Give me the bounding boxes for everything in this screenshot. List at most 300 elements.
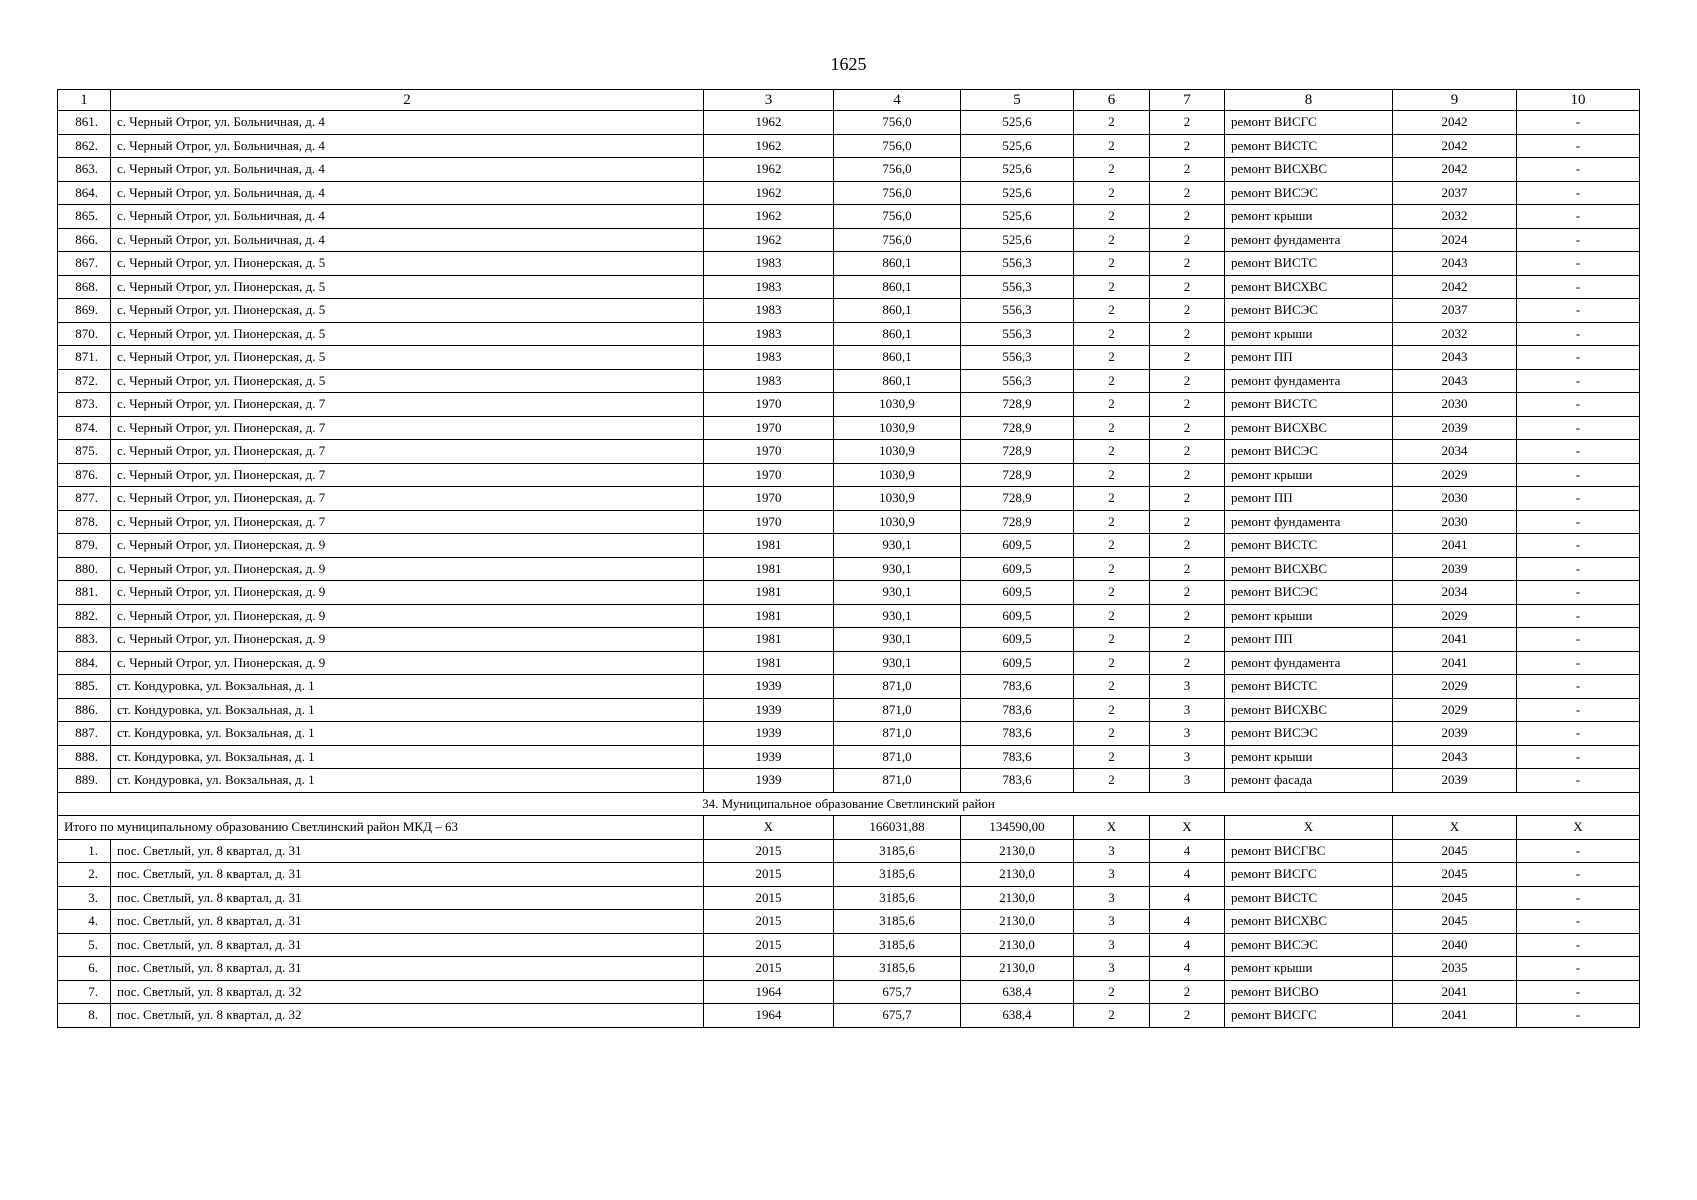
cell-row-number: 878. bbox=[58, 510, 111, 534]
total-cell: X bbox=[1074, 816, 1150, 840]
cell-year: 1970 bbox=[704, 463, 834, 487]
cell-planned-year: 2032 bbox=[1393, 205, 1517, 229]
cell-note: - bbox=[1517, 510, 1640, 534]
table-row bbox=[58, 463, 1640, 487]
cell-address: ст. Кондуровка, ул. Вокзальная, д. 1 bbox=[111, 769, 704, 793]
cell-entrances: 2 bbox=[1150, 510, 1225, 534]
cell-work-type: ремонт ВИСТС bbox=[1225, 134, 1393, 158]
cell-row-number: 3. bbox=[58, 886, 111, 910]
cell-work-type: ремонт ВИСЭС bbox=[1225, 933, 1393, 957]
cell-floors: 2 bbox=[1074, 369, 1150, 393]
cell-address: с. Черный Отрог, ул. Пионерская, д. 7 bbox=[111, 393, 704, 417]
cell-entrances: 2 bbox=[1150, 322, 1225, 346]
total-cell: X bbox=[704, 816, 834, 840]
cell-living-area: 525,6 bbox=[961, 181, 1074, 205]
cell-work-type: ремонт крыши bbox=[1225, 957, 1393, 981]
cell-living-area: 2130,0 bbox=[961, 933, 1074, 957]
cell-row-number: 2. bbox=[58, 863, 111, 887]
cell-note: - bbox=[1517, 698, 1640, 722]
table-row bbox=[58, 393, 1640, 417]
cell-planned-year: 2041 bbox=[1393, 628, 1517, 652]
cell-total-area: 860,1 bbox=[834, 252, 961, 276]
cell-note: - bbox=[1517, 181, 1640, 205]
cell-entrances: 2 bbox=[1150, 487, 1225, 511]
cell-work-type: ремонт фундамента bbox=[1225, 228, 1393, 252]
table-body bbox=[58, 111, 1640, 1028]
cell-year: 1983 bbox=[704, 346, 834, 370]
cell-floors: 2 bbox=[1074, 228, 1150, 252]
cell-planned-year: 2045 bbox=[1393, 839, 1517, 863]
page-number: 1625 bbox=[830, 54, 867, 74]
cell-note: - bbox=[1517, 675, 1640, 699]
cell-total-area: 756,0 bbox=[834, 134, 961, 158]
cell-year: 1970 bbox=[704, 440, 834, 464]
housing-repair-register-table bbox=[57, 89, 1640, 1028]
table-row bbox=[58, 299, 1640, 323]
cell-total-area: 930,1 bbox=[834, 534, 961, 558]
cell-entrances: 2 bbox=[1150, 134, 1225, 158]
cell-floors: 2 bbox=[1074, 393, 1150, 417]
cell-floors: 2 bbox=[1074, 675, 1150, 699]
cell-entrances: 4 bbox=[1150, 910, 1225, 934]
cell-year: 2015 bbox=[704, 957, 834, 981]
cell-note: - bbox=[1517, 393, 1640, 417]
cell-row-number: 877. bbox=[58, 487, 111, 511]
cell-planned-year: 2030 bbox=[1393, 487, 1517, 511]
table-row bbox=[58, 1004, 1640, 1028]
cell-work-type: ремонт крыши bbox=[1225, 322, 1393, 346]
cell-year: 2015 bbox=[704, 910, 834, 934]
cell-floors: 2 bbox=[1074, 980, 1150, 1004]
cell-living-area: 2130,0 bbox=[961, 886, 1074, 910]
cell-work-type: ремонт крыши bbox=[1225, 745, 1393, 769]
total-cell: 166031,88 bbox=[834, 816, 961, 840]
table-row bbox=[58, 628, 1640, 652]
cell-address: пос. Светлый, ул. 8 квартал, д. 31 bbox=[111, 839, 704, 863]
cell-living-area: 638,4 bbox=[961, 1004, 1074, 1028]
cell-work-type: ремонт ВИСХВС bbox=[1225, 158, 1393, 182]
cell-work-type: ремонт фасада bbox=[1225, 769, 1393, 793]
cell-total-area: 860,1 bbox=[834, 299, 961, 323]
table-row bbox=[58, 769, 1640, 793]
cell-floors: 2 bbox=[1074, 604, 1150, 628]
cell-planned-year: 2045 bbox=[1393, 910, 1517, 934]
cell-year: 1962 bbox=[704, 111, 834, 135]
cell-address: с. Черный Отрог, ул. Пионерская, д. 5 bbox=[111, 369, 704, 393]
cell-note: - bbox=[1517, 933, 1640, 957]
cell-living-area: 2130,0 bbox=[961, 957, 1074, 981]
cell-address: ст. Кондуровка, ул. Вокзальная, д. 1 bbox=[111, 698, 704, 722]
cell-address: пос. Светлый, ул. 8 квартал, д. 32 bbox=[111, 1004, 704, 1028]
cell-year: 1983 bbox=[704, 275, 834, 299]
cell-year: 2015 bbox=[704, 933, 834, 957]
cell-living-area: 525,6 bbox=[961, 134, 1074, 158]
cell-address: с. Черный Отрог, ул. Пионерская, д. 9 bbox=[111, 628, 704, 652]
cell-planned-year: 2043 bbox=[1393, 346, 1517, 370]
table-row bbox=[58, 698, 1640, 722]
cell-total-area: 675,7 bbox=[834, 980, 961, 1004]
cell-floors: 2 bbox=[1074, 510, 1150, 534]
cell-row-number: 876. bbox=[58, 463, 111, 487]
cell-note: - bbox=[1517, 111, 1640, 135]
cell-total-area: 3185,6 bbox=[834, 933, 961, 957]
table-row bbox=[58, 111, 1640, 135]
cell-floors: 2 bbox=[1074, 440, 1150, 464]
cell-year: 1939 bbox=[704, 769, 834, 793]
cell-floors: 2 bbox=[1074, 252, 1150, 276]
cell-address: пос. Светлый, ул. 8 квартал, д. 31 bbox=[111, 910, 704, 934]
cell-year: 1983 bbox=[704, 252, 834, 276]
cell-living-area: 783,6 bbox=[961, 698, 1074, 722]
cell-entrances: 2 bbox=[1150, 980, 1225, 1004]
cell-address: с. Черный Отрог, ул. Пионерская, д. 7 bbox=[111, 463, 704, 487]
cell-address: с. Черный Отрог, ул. Пионерская, д. 7 bbox=[111, 487, 704, 511]
cell-row-number: 864. bbox=[58, 181, 111, 205]
table-row bbox=[58, 158, 1640, 182]
cell-note: - bbox=[1517, 722, 1640, 746]
cell-living-area: 525,6 bbox=[961, 205, 1074, 229]
cell-year: 1939 bbox=[704, 722, 834, 746]
cell-work-type: ремонт ВИСГС bbox=[1225, 111, 1393, 135]
table-row bbox=[58, 957, 1640, 981]
cell-address: ст. Кондуровка, ул. Вокзальная, д. 1 bbox=[111, 722, 704, 746]
cell-planned-year: 2035 bbox=[1393, 957, 1517, 981]
cell-work-type: ремонт ВИСГС bbox=[1225, 863, 1393, 887]
cell-work-type: ремонт ВИСХВС bbox=[1225, 557, 1393, 581]
table-row bbox=[58, 557, 1640, 581]
cell-note: - bbox=[1517, 346, 1640, 370]
cell-address: с. Черный Отрог, ул. Больничная, д. 4 bbox=[111, 181, 704, 205]
cell-planned-year: 2045 bbox=[1393, 886, 1517, 910]
table-row bbox=[58, 346, 1640, 370]
cell-row-number: 871. bbox=[58, 346, 111, 370]
cell-entrances: 2 bbox=[1150, 440, 1225, 464]
cell-living-area: 728,9 bbox=[961, 510, 1074, 534]
cell-address: ст. Кондуровка, ул. Вокзальная, д. 1 bbox=[111, 675, 704, 699]
cell-year: 1962 bbox=[704, 228, 834, 252]
cell-living-area: 525,6 bbox=[961, 158, 1074, 182]
cell-entrances: 3 bbox=[1150, 675, 1225, 699]
cell-total-area: 871,0 bbox=[834, 722, 961, 746]
table-row bbox=[58, 205, 1640, 229]
cell-note: - bbox=[1517, 581, 1640, 605]
cell-note: - bbox=[1517, 651, 1640, 675]
cell-year: 1981 bbox=[704, 557, 834, 581]
table-row bbox=[58, 275, 1640, 299]
total-label: Итого по муниципальному образованию Светлинский район МКД – 63 bbox=[58, 816, 704, 840]
cell-note: - bbox=[1517, 628, 1640, 652]
cell-note: - bbox=[1517, 440, 1640, 464]
cell-living-area: 609,5 bbox=[961, 604, 1074, 628]
cell-work-type: ремонт фундамента bbox=[1225, 510, 1393, 534]
cell-work-type: ремонт ВИСЭС bbox=[1225, 299, 1393, 323]
cell-row-number: 873. bbox=[58, 393, 111, 417]
cell-planned-year: 2029 bbox=[1393, 604, 1517, 628]
table-row bbox=[58, 534, 1640, 558]
cell-floors: 2 bbox=[1074, 1004, 1150, 1028]
table-row bbox=[58, 134, 1640, 158]
cell-floors: 2 bbox=[1074, 299, 1150, 323]
cell-living-area: 728,9 bbox=[961, 463, 1074, 487]
cell-total-area: 860,1 bbox=[834, 275, 961, 299]
cell-planned-year: 2030 bbox=[1393, 393, 1517, 417]
cell-work-type: ремонт крыши bbox=[1225, 205, 1393, 229]
table-row bbox=[58, 487, 1640, 511]
cell-address: ст. Кондуровка, ул. Вокзальная, д. 1 bbox=[111, 745, 704, 769]
cell-year: 1981 bbox=[704, 651, 834, 675]
table-row bbox=[58, 980, 1640, 1004]
cell-living-area: 2130,0 bbox=[961, 839, 1074, 863]
cell-living-area: 556,3 bbox=[961, 252, 1074, 276]
cell-planned-year: 2029 bbox=[1393, 463, 1517, 487]
cell-year: 1970 bbox=[704, 487, 834, 511]
cell-total-area: 3185,6 bbox=[834, 863, 961, 887]
cell-living-area: 728,9 bbox=[961, 393, 1074, 417]
cell-planned-year: 2041 bbox=[1393, 980, 1517, 1004]
column-header-7: 7 bbox=[1150, 90, 1225, 111]
cell-total-area: 756,0 bbox=[834, 205, 961, 229]
cell-row-number: 881. bbox=[58, 581, 111, 605]
cell-planned-year: 2030 bbox=[1393, 510, 1517, 534]
cell-note: - bbox=[1517, 745, 1640, 769]
cell-row-number: 863. bbox=[58, 158, 111, 182]
cell-year: 1964 bbox=[704, 980, 834, 1004]
cell-total-area: 756,0 bbox=[834, 228, 961, 252]
cell-address: с. Черный Отрог, ул. Пионерская, д. 9 bbox=[111, 557, 704, 581]
cell-address: пос. Светлый, ул. 8 квартал, д. 32 bbox=[111, 980, 704, 1004]
cell-work-type: ремонт ВИСЭС bbox=[1225, 181, 1393, 205]
cell-entrances: 2 bbox=[1150, 228, 1225, 252]
cell-total-area: 1030,9 bbox=[834, 463, 961, 487]
cell-row-number: 4. bbox=[58, 910, 111, 934]
cell-row-number: 8. bbox=[58, 1004, 111, 1028]
cell-address: с. Черный Отрог, ул. Пионерская, д. 5 bbox=[111, 275, 704, 299]
cell-living-area: 609,5 bbox=[961, 534, 1074, 558]
cell-floors: 3 bbox=[1074, 910, 1150, 934]
cell-floors: 2 bbox=[1074, 181, 1150, 205]
cell-note: - bbox=[1517, 158, 1640, 182]
cell-note: - bbox=[1517, 604, 1640, 628]
cell-row-number: 886. bbox=[58, 698, 111, 722]
cell-note: - bbox=[1517, 275, 1640, 299]
cell-work-type: ремонт крыши bbox=[1225, 463, 1393, 487]
cell-planned-year: 2042 bbox=[1393, 111, 1517, 135]
cell-year: 1981 bbox=[704, 534, 834, 558]
column-header-6: 6 bbox=[1074, 90, 1150, 111]
table-row bbox=[58, 228, 1640, 252]
cell-entrances: 2 bbox=[1150, 158, 1225, 182]
cell-address: с. Черный Отрог, ул. Пионерская, д. 9 bbox=[111, 581, 704, 605]
cell-total-area: 930,1 bbox=[834, 557, 961, 581]
cell-row-number: 865. bbox=[58, 205, 111, 229]
cell-planned-year: 2039 bbox=[1393, 769, 1517, 793]
cell-year: 1981 bbox=[704, 581, 834, 605]
cell-total-area: 1030,9 bbox=[834, 510, 961, 534]
table-row bbox=[58, 933, 1640, 957]
cell-entrances: 3 bbox=[1150, 698, 1225, 722]
cell-living-area: 783,6 bbox=[961, 675, 1074, 699]
cell-living-area: 728,9 bbox=[961, 487, 1074, 511]
cell-floors: 2 bbox=[1074, 463, 1150, 487]
cell-address: с. Черный Отрог, ул. Пионерская, д. 5 bbox=[111, 299, 704, 323]
cell-work-type: ремонт фундамента bbox=[1225, 651, 1393, 675]
cell-note: - bbox=[1517, 463, 1640, 487]
cell-living-area: 609,5 bbox=[961, 557, 1074, 581]
cell-row-number: 5. bbox=[58, 933, 111, 957]
cell-entrances: 4 bbox=[1150, 839, 1225, 863]
cell-note: - bbox=[1517, 863, 1640, 887]
cell-address: с. Черный Отрог, ул. Пионерская, д. 7 bbox=[111, 510, 704, 534]
cell-year: 1970 bbox=[704, 510, 834, 534]
cell-year: 2015 bbox=[704, 839, 834, 863]
cell-work-type: ремонт ВИСТС bbox=[1225, 393, 1393, 417]
cell-row-number: 862. bbox=[58, 134, 111, 158]
section-title-row bbox=[58, 792, 1640, 816]
total-cell: X bbox=[1225, 816, 1393, 840]
cell-year: 1970 bbox=[704, 416, 834, 440]
cell-total-area: 1030,9 bbox=[834, 440, 961, 464]
column-header-5: 5 bbox=[961, 90, 1074, 111]
total-cell: 134590,00 bbox=[961, 816, 1074, 840]
cell-address: с. Черный Отрог, ул. Пионерская, д. 7 bbox=[111, 416, 704, 440]
table-row bbox=[58, 604, 1640, 628]
cell-planned-year: 2032 bbox=[1393, 322, 1517, 346]
cell-address: с. Черный Отрог, ул. Пионерская, д. 9 bbox=[111, 604, 704, 628]
cell-entrances: 2 bbox=[1150, 346, 1225, 370]
cell-floors: 2 bbox=[1074, 698, 1150, 722]
cell-entrances: 3 bbox=[1150, 722, 1225, 746]
cell-living-area: 2130,0 bbox=[961, 910, 1074, 934]
cell-floors: 2 bbox=[1074, 487, 1150, 511]
cell-floors: 2 bbox=[1074, 346, 1150, 370]
cell-note: - bbox=[1517, 839, 1640, 863]
cell-year: 1981 bbox=[704, 604, 834, 628]
cell-floors: 2 bbox=[1074, 581, 1150, 605]
cell-total-area: 930,1 bbox=[834, 628, 961, 652]
table-row bbox=[58, 440, 1640, 464]
cell-entrances: 2 bbox=[1150, 252, 1225, 276]
cell-total-area: 756,0 bbox=[834, 111, 961, 135]
column-header-2: 2 bbox=[111, 90, 704, 111]
cell-row-number: 869. bbox=[58, 299, 111, 323]
cell-work-type: ремонт ВИСХВС bbox=[1225, 275, 1393, 299]
cell-total-area: 3185,6 bbox=[834, 910, 961, 934]
cell-total-area: 930,1 bbox=[834, 651, 961, 675]
cell-row-number: 861. bbox=[58, 111, 111, 135]
cell-note: - bbox=[1517, 299, 1640, 323]
cell-row-number: 888. bbox=[58, 745, 111, 769]
cell-living-area: 638,4 bbox=[961, 980, 1074, 1004]
cell-entrances: 2 bbox=[1150, 628, 1225, 652]
table-row bbox=[58, 322, 1640, 346]
cell-work-type: ремонт ВИСГВС bbox=[1225, 839, 1393, 863]
cell-note: - bbox=[1517, 886, 1640, 910]
cell-note: - bbox=[1517, 322, 1640, 346]
cell-floors: 2 bbox=[1074, 769, 1150, 793]
cell-work-type: ремонт ВИСТС bbox=[1225, 252, 1393, 276]
cell-entrances: 2 bbox=[1150, 393, 1225, 417]
cell-row-number: 882. bbox=[58, 604, 111, 628]
cell-work-type: ремонт ПП bbox=[1225, 628, 1393, 652]
cell-note: - bbox=[1517, 957, 1640, 981]
cell-planned-year: 2041 bbox=[1393, 1004, 1517, 1028]
cell-note: - bbox=[1517, 205, 1640, 229]
cell-row-number: 885. bbox=[58, 675, 111, 699]
cell-floors: 2 bbox=[1074, 557, 1150, 581]
cell-work-type: ремонт ВИСХВС bbox=[1225, 910, 1393, 934]
table-header bbox=[58, 90, 1640, 111]
cell-note: - bbox=[1517, 980, 1640, 1004]
cell-entrances: 2 bbox=[1150, 181, 1225, 205]
cell-living-area: 783,6 bbox=[961, 745, 1074, 769]
cell-planned-year: 2041 bbox=[1393, 534, 1517, 558]
cell-work-type: ремонт ВИСГС bbox=[1225, 1004, 1393, 1028]
cell-floors: 3 bbox=[1074, 957, 1150, 981]
table-row bbox=[58, 910, 1640, 934]
cell-total-area: 3185,6 bbox=[834, 839, 961, 863]
column-header-3: 3 bbox=[704, 90, 834, 111]
cell-year: 1962 bbox=[704, 158, 834, 182]
table-row bbox=[58, 416, 1640, 440]
total-cell: X bbox=[1393, 816, 1517, 840]
cell-note: - bbox=[1517, 369, 1640, 393]
cell-living-area: 728,9 bbox=[961, 416, 1074, 440]
cell-row-number: 889. bbox=[58, 769, 111, 793]
cell-year: 1983 bbox=[704, 299, 834, 323]
cell-total-area: 756,0 bbox=[834, 158, 961, 182]
cell-entrances: 2 bbox=[1150, 604, 1225, 628]
cell-floors: 2 bbox=[1074, 275, 1150, 299]
cell-planned-year: 2037 bbox=[1393, 181, 1517, 205]
cell-entrances: 2 bbox=[1150, 205, 1225, 229]
cell-address: с. Черный Отрог, ул. Пионерская, д. 7 bbox=[111, 440, 704, 464]
cell-floors: 2 bbox=[1074, 205, 1150, 229]
table-row bbox=[58, 675, 1640, 699]
cell-note: - bbox=[1517, 534, 1640, 558]
cell-address: пос. Светлый, ул. 8 квартал, д. 31 bbox=[111, 863, 704, 887]
cell-total-area: 1030,9 bbox=[834, 393, 961, 417]
cell-planned-year: 2024 bbox=[1393, 228, 1517, 252]
cell-floors: 2 bbox=[1074, 651, 1150, 675]
cell-work-type: ремонт ПП bbox=[1225, 346, 1393, 370]
cell-total-area: 871,0 bbox=[834, 769, 961, 793]
column-header-9: 9 bbox=[1393, 90, 1517, 111]
cell-total-area: 860,1 bbox=[834, 369, 961, 393]
cell-year: 1970 bbox=[704, 393, 834, 417]
cell-entrances: 4 bbox=[1150, 933, 1225, 957]
cell-row-number: 875. bbox=[58, 440, 111, 464]
cell-row-number: 1. bbox=[58, 839, 111, 863]
cell-floors: 2 bbox=[1074, 416, 1150, 440]
cell-work-type: ремонт ВИСЭС bbox=[1225, 722, 1393, 746]
cell-planned-year: 2043 bbox=[1393, 745, 1517, 769]
cell-entrances: 4 bbox=[1150, 886, 1225, 910]
cell-year: 1962 bbox=[704, 134, 834, 158]
cell-address: с. Черный Отрог, ул. Пионерская, д. 9 bbox=[111, 651, 704, 675]
cell-work-type: ремонт ВИСХВС bbox=[1225, 416, 1393, 440]
cell-entrances: 2 bbox=[1150, 557, 1225, 581]
cell-year: 1962 bbox=[704, 205, 834, 229]
cell-living-area: 556,3 bbox=[961, 369, 1074, 393]
cell-entrances: 2 bbox=[1150, 369, 1225, 393]
cell-living-area: 556,3 bbox=[961, 299, 1074, 323]
cell-year: 1981 bbox=[704, 628, 834, 652]
column-header-10: 10 bbox=[1517, 90, 1640, 111]
cell-planned-year: 2034 bbox=[1393, 440, 1517, 464]
cell-row-number: 887. bbox=[58, 722, 111, 746]
cell-entrances: 3 bbox=[1150, 745, 1225, 769]
cell-row-number: 866. bbox=[58, 228, 111, 252]
